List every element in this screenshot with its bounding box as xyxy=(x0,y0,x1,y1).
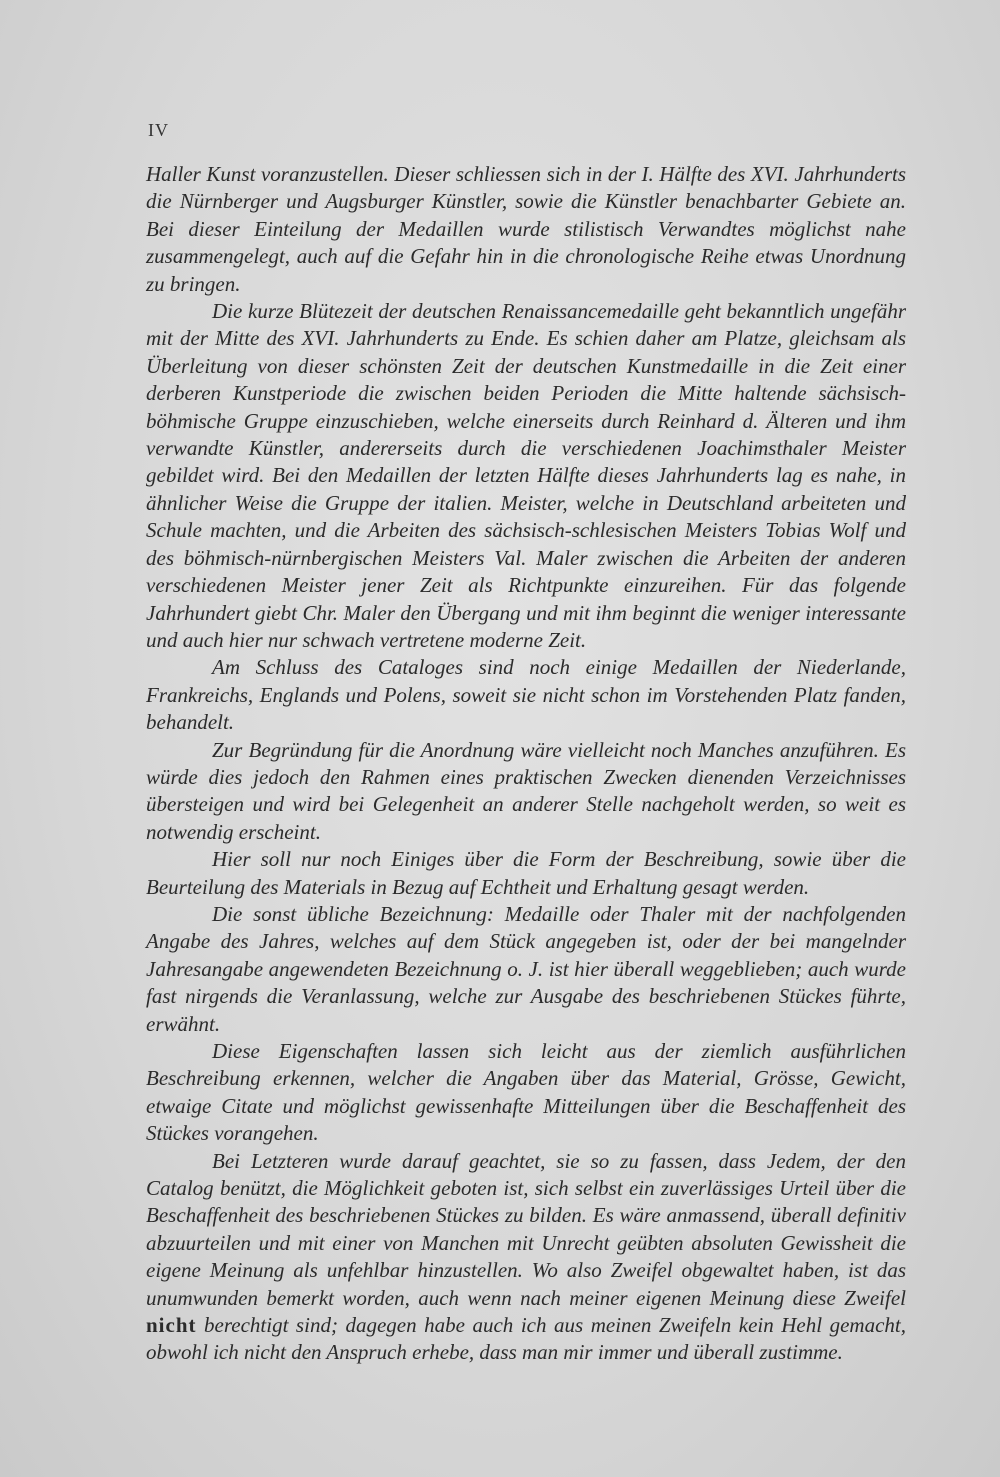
paragraph-text: berechtigt sind; dagegen habe auch ich aus meinen Zweifeln kein Hehl gemacht, obwohl ich nicht den Anspruch erhebe, dass man mir immer und überall zustimme. xyxy=(146,1313,906,1365)
page-number: IV xyxy=(148,120,169,140)
paragraph: Am Schluss des Cataloges sind noch einige Medaillen der Niederlande, Frankreichs, Englands und Polens, soweit sie nicht schon im Vorstehenden Platz fanden, behandelt. xyxy=(146,655,906,735)
paragraph: Haller Kunst voranzustellen. Dieser schliessen sich in der I. Hälfte des XVI. Jahrhunderts die Nürnberger und Augsburger Künstler, sowie die Künstler benachbarter Gebiete an. Bei dieser Einteilung der Medaillen wurde stilistisch Verwandtes möglichst nahe zusammengelegt, auch auf die Gefahr hin in die chronologische Reihe etwas Unordnung zu bringen. xyxy=(146,162,906,296)
paragraph: Zur Begründung für die Anordnung wäre vielleicht noch Manches anzuführen. Es würde dies jedoch den Rahmen eines praktischen Zwecken dienenden Verzeichnisses übersteigen und wird bei Gelegenheit an anderer Stelle nachgeholt werden, so weit es notwendig erscheint. xyxy=(146,737,906,844)
paragraph: Hier soll nur noch Einiges über die Form der Beschreibung, sowie über die Beurteilung des Materials in Bezug auf Echtheit und Erhaltung gesagt werden. xyxy=(146,847,906,899)
paragraph xyxy=(146,1148,906,1367)
paragraph-text: Bei Letzteren wurde darauf geachtet, sie so zu fassen, dass Jedem, der den Catalog benützt, die Möglichkeit geboten ist, sich selbst ein zuverlässiges Urteil über die Beschaffenheit des beschriebenen Stückes zu bilden. Es wäre anmassend, überall definitiv abzuurteilen und mit einer von Manchen mit Unrecht geübten absoluten Gewissheit die eigene Meinung als unfehlbar hinzustellen. Wo also Zweifel obgewaltet haben, ist das unumwunden bemerkt worden, auch wenn nach meiner eigenen Meinung diese Zweifel xyxy=(146,1148,906,1310)
paragraph: Die sonst übliche Bezeichnung: Medaille oder Thaler mit der nachfolgenden Angabe des Jahres, welches auf dem Stück angegeben ist, oder der bei mangelnder Jahresangabe angewendeten Bezeichnung o. J. ist hier überall weggeblieben; auch wurde fast nirgends die Veranlassung, welche zur Ausgabe des beschriebenen Stückes führte, erwähnt. xyxy=(146,901,906,1036)
paragraph: Die kurze Blütezeit der deutschen Renaissancemedaille geht bekanntlich ungefähr mit der Mitte des XVI. Jahrhunderts zu Ende. Es schien daher am Platze, gleichsam als Überleitung von dieser schönsten Zeit der deutschen Kunstmedaille in die Zeit einer derberen Kunstperiode die zwischen beiden Perioden die Mitte haltende sächsisch-böhmische Gruppe einzuschieben, welche einerseits durch Reinhard d. Älteren und ihm verwandte Künstler, andererseits durch die verschiedenen Joachimsthaler Meister gebildet wird. Bei den Medaillen der letzten Hälfte dieses Jahrhunderts lag es nahe, in ähnlicher Weise die Gruppe der italien. Meister, welche in Deutschland arbeiteten und Schule machten, und die Arbeiten des sächsisch-schlesischen Meisters Tobias Wolf und des böhmisch-nürnbergischen Meisters Val. Maler zwischen die Arbeiten der anderen verschiedenen Meister jener Zeit als Richtpunkte einzureihen. Für das folgende Jahrhundert giebt Chr. Maler den Übergang und mit ihm beginnt die weniger interessante und auch hier nur schwach vertretene moderne Zeit. xyxy=(146,299,906,652)
body-text xyxy=(146,161,906,1367)
emphasis-text: nicht xyxy=(146,1313,197,1338)
paragraph: Diese Eigenschaften lassen sich leicht aus der ziemlich ausführlichen Beschreibung erkennen, welcher die Angaben über das Material, Grösse, Gewicht, etwaige Citate und möglichst gewissenhafte Mitteilungen über die Beschaffenheit des Stückes vorangehen. xyxy=(146,1039,906,1146)
